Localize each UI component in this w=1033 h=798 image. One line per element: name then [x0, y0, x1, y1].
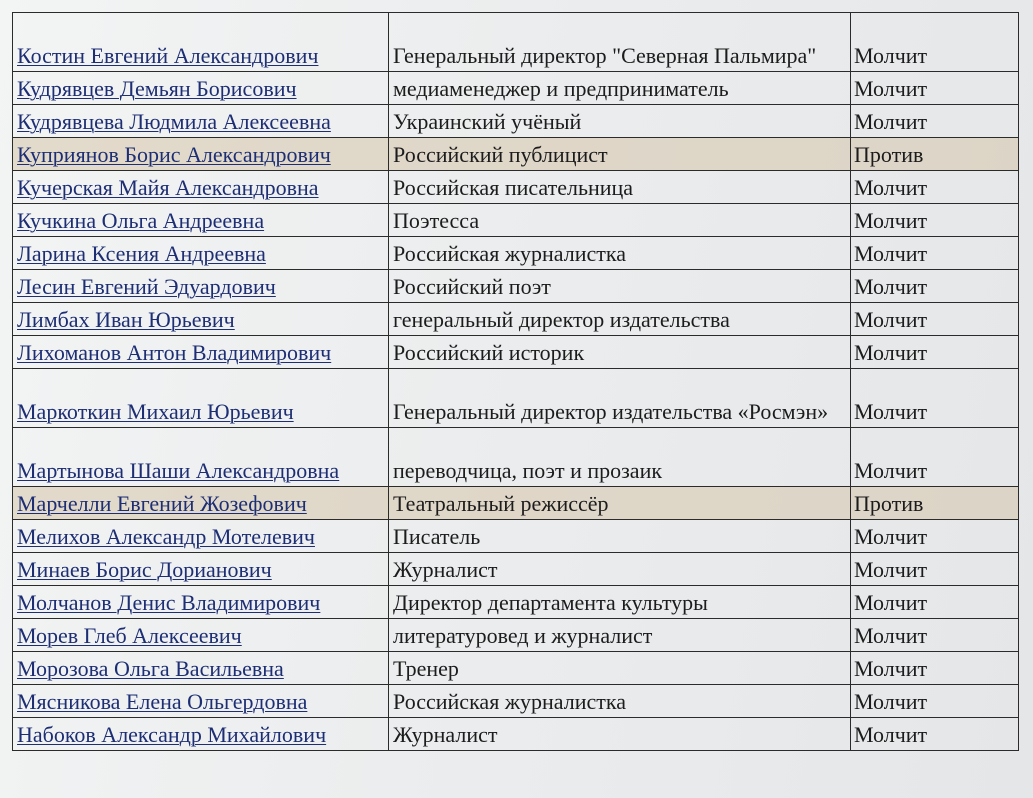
name-cell [13, 619, 389, 652]
person-name-link[interactable]: Мясникова Елена Ольгердовна [17, 689, 308, 714]
position-cell: Молчит [851, 520, 1019, 553]
table-row [13, 270, 1019, 303]
person-name-link[interactable]: Молчанов Денис Владимирович [17, 590, 321, 615]
table-row [13, 487, 1019, 520]
table-row [13, 553, 1019, 586]
person-name-link[interactable]: Набоков Александр Михайлович [17, 722, 327, 747]
table-row [13, 685, 1019, 718]
table-row [13, 204, 1019, 237]
person-name-link[interactable]: Минаев Борис Дорианович [17, 557, 272, 582]
position-cell: Молчит [851, 718, 1019, 751]
position-cell: Молчит [851, 13, 1019, 72]
table-row [13, 369, 1019, 428]
person-name-link[interactable]: Костин Евгений Александрович [17, 43, 319, 68]
person-name-link[interactable]: Кудрявцева Людмила Алексеевна [17, 109, 331, 134]
name-cell [13, 336, 389, 369]
role-cell: литературовед и журналист [389, 619, 851, 652]
role-cell: Российская журналистка [389, 237, 851, 270]
table-row [13, 520, 1019, 553]
table-row [13, 72, 1019, 105]
name-cell [13, 270, 389, 303]
person-name-link[interactable]: Кучерская Майя Александровна [17, 175, 319, 200]
position-cell: Молчит [851, 685, 1019, 718]
person-name-link[interactable]: Мартынова Шаши Александровна [17, 458, 340, 483]
role-cell: Театральный режиссёр [389, 487, 851, 520]
position-cell: Молчит [851, 369, 1019, 428]
name-cell [13, 105, 389, 138]
name-cell [13, 237, 389, 270]
person-name-link[interactable]: Лимбах Иван Юрьевич [17, 307, 235, 332]
person-name-link[interactable]: Маркоткин Михаил Юрьевич [17, 399, 294, 424]
role-cell: Российский историк [389, 336, 851, 369]
name-cell [13, 553, 389, 586]
table-row [13, 171, 1019, 204]
position-cell: Молчит [851, 105, 1019, 138]
name-cell [13, 718, 389, 751]
role-cell: переводчица, поэт и прозаик [389, 428, 851, 487]
person-name-link[interactable]: Марчелли Евгений Жозефович [17, 491, 307, 516]
person-name-link[interactable]: Лесин Евгений Эдуардович [17, 274, 276, 299]
table-row [13, 237, 1019, 270]
table-row [13, 718, 1019, 751]
table-row [13, 138, 1019, 171]
position-cell: Против [851, 487, 1019, 520]
table-row [13, 105, 1019, 138]
name-cell [13, 303, 389, 336]
role-cell: Журналист [389, 718, 851, 751]
position-cell: Молчит [851, 586, 1019, 619]
table-row [13, 428, 1019, 487]
person-name-link[interactable]: Кучкина Ольга Андреевна [17, 208, 265, 233]
position-cell: Молчит [851, 428, 1019, 487]
name-cell [13, 428, 389, 487]
name-cell [13, 487, 389, 520]
name-cell [13, 586, 389, 619]
role-cell: Журналист [389, 553, 851, 586]
table-body [13, 13, 1019, 751]
name-cell [13, 369, 389, 428]
position-cell: Молчит [851, 336, 1019, 369]
name-cell [13, 520, 389, 553]
position-cell: Молчит [851, 204, 1019, 237]
position-cell: Молчит [851, 72, 1019, 105]
table-row [13, 652, 1019, 685]
role-cell: Российский публицист [389, 138, 851, 171]
role-cell: Директор департамента культуры [389, 586, 851, 619]
position-cell: Молчит [851, 303, 1019, 336]
role-cell: Российская писательница [389, 171, 851, 204]
position-cell: Молчит [851, 270, 1019, 303]
position-cell: Молчит [851, 619, 1019, 652]
name-cell [13, 204, 389, 237]
role-cell: Тренер [389, 652, 851, 685]
name-cell [13, 138, 389, 171]
person-name-link[interactable]: Лихоманов Антон Владимирович [17, 340, 332, 365]
name-cell [13, 652, 389, 685]
table-row [13, 336, 1019, 369]
position-cell: Молчит [851, 171, 1019, 204]
person-name-link[interactable]: Куприянов Борис Александрович [17, 142, 331, 167]
person-name-link[interactable]: Ларина Ксения Андреевна [17, 241, 266, 266]
role-cell: генеральный директор издательства [389, 303, 851, 336]
name-cell [13, 72, 389, 105]
name-cell [13, 171, 389, 204]
table-row [13, 586, 1019, 619]
name-cell [13, 13, 389, 72]
person-name-link[interactable]: Мелихов Александр Мотелевич [17, 524, 315, 549]
role-cell: Генеральный директор издательства «Росмэн» [389, 369, 851, 428]
role-cell: Писатель [389, 520, 851, 553]
role-cell: Российский поэт [389, 270, 851, 303]
table-sheet [12, 12, 1018, 751]
table-row [13, 619, 1019, 652]
people-table [12, 12, 1019, 751]
role-cell: Поэтесса [389, 204, 851, 237]
person-name-link[interactable]: Кудрявцев Демьян Борисович [17, 76, 297, 101]
role-cell: Российская журналистка [389, 685, 851, 718]
person-name-link[interactable]: Морев Глеб Алексеевич [17, 623, 242, 648]
position-cell: Против [851, 138, 1019, 171]
position-cell: Молчит [851, 652, 1019, 685]
position-cell: Молчит [851, 237, 1019, 270]
role-cell: медиаменеджер и предприниматель [389, 72, 851, 105]
position-cell: Молчит [851, 553, 1019, 586]
role-cell: Украинский учёный [389, 105, 851, 138]
person-name-link[interactable]: Морозова Ольга Васильевна [17, 656, 284, 681]
name-cell [13, 685, 389, 718]
table-row [13, 303, 1019, 336]
table-row [13, 13, 1019, 72]
role-cell: Генеральный директор "Северная Пальмира" [389, 13, 851, 72]
